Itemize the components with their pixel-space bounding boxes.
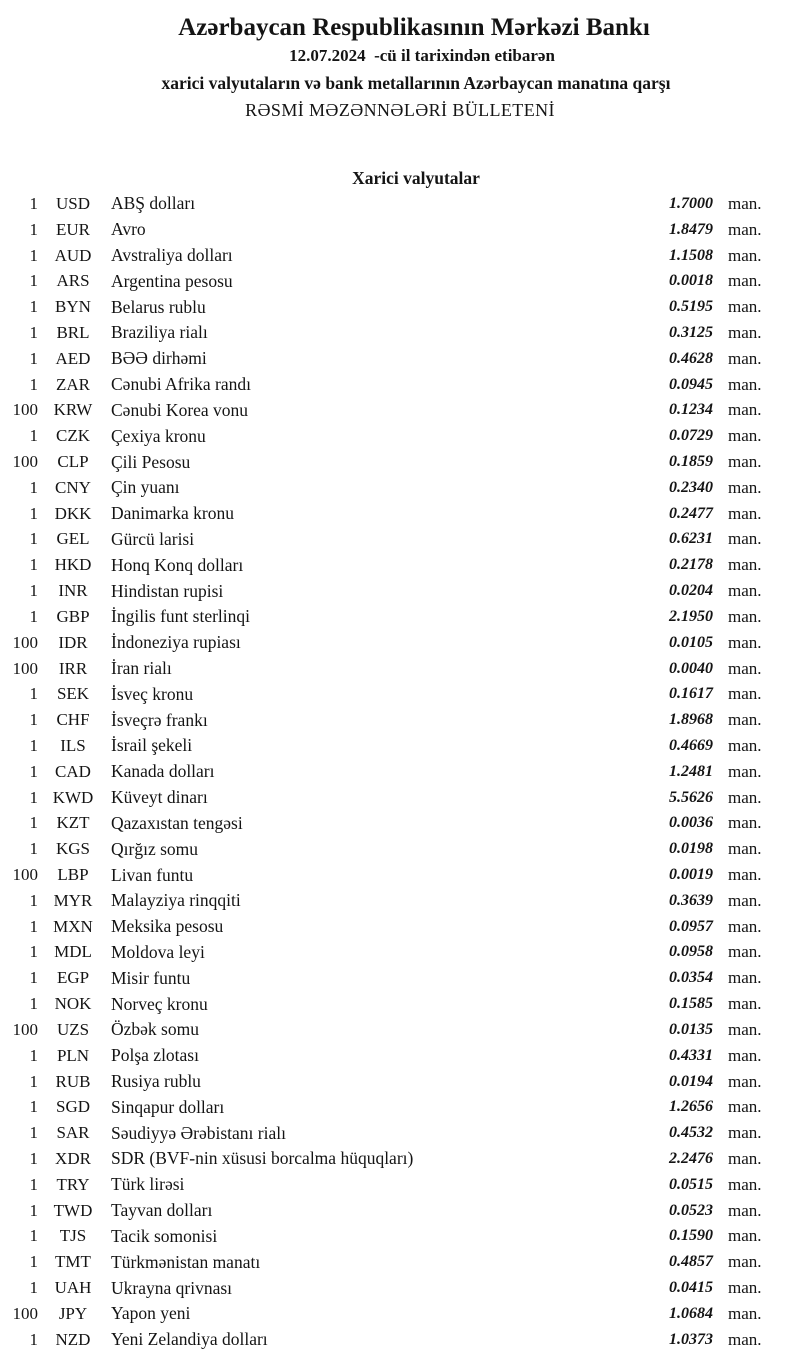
currency-code: TJS [59,1226,87,1246]
currency-quantity: 1 [29,1329,38,1349]
currency-rate: 2.2476 [669,1149,713,1167]
currency-row [0,1172,770,1198]
currency-row [0,268,770,294]
currency-row [0,191,770,217]
currency-row [0,320,770,346]
currency-row [0,294,770,320]
currency-quantity: 1 [29,193,38,213]
currency-row [0,475,770,501]
currency-rate: 0.0194 [669,1072,713,1090]
currency-code: CZK [56,426,90,446]
currency-quantity: 1 [29,787,38,807]
currency-name: Cənubi Korea vonu [111,399,249,420]
currency-code: USD [55,193,90,213]
currency-code: MYR [53,890,93,910]
currency-quantity: 100 [12,865,38,885]
currency-row [0,862,770,888]
currency-rate: 1.8479 [669,220,713,238]
page-title: Azərbaycan Respublikasının Mərkəzi Bankı [178,14,650,41]
currency-quantity: 1 [29,348,38,368]
currency-rate: 0.3639 [669,891,713,909]
currency-unit: man. [728,865,762,885]
currency-row [0,423,770,449]
currency-row [0,1043,770,1069]
currency-rate: 0.1590 [669,1227,713,1245]
currency-name: Özbək somu [111,1019,199,1040]
currency-code: HKD [54,555,92,575]
currency-code: CAD [55,761,91,781]
currency-rate: 0.0036 [669,814,713,832]
currency-code: TMT [55,1252,91,1272]
currency-rate: 0.4628 [669,349,713,367]
currency-name: Çili Pesosu [111,451,191,472]
currency-unit: man. [728,890,762,910]
currency-quantity: 1 [29,1200,38,1220]
currency-name: İndoneziya rupiası [111,632,241,653]
currency-name: Livan funtu [111,864,194,885]
currency-code: NOK [54,994,92,1014]
currency-rate: 0.0415 [669,1279,713,1297]
currency-quantity: 1 [29,1097,38,1117]
currency-unit: man. [728,761,762,781]
currency-quantity: 1 [29,1071,38,1091]
currency-name: BƏƏ dirhəmi [111,348,207,369]
currency-rate: 0.0354 [669,969,713,987]
bulletin-name-line: RƏSMİ MƏZƏNNƏLƏRİ BÜLLETENİ [245,100,555,120]
currency-table [0,191,770,1353]
currency-name: Tayvan dolları [111,1200,213,1221]
currency-name: Rusiya rublu [111,1071,201,1092]
currency-row [0,217,770,243]
currency-quantity: 1 [29,684,38,704]
currency-code: TRY [56,1174,90,1194]
currency-name: İngilis funt sterlinqi [111,606,251,627]
currency-code: EUR [56,219,90,239]
currency-unit: man. [728,787,762,807]
currency-row [0,449,770,475]
subtitle-scope-line: xarici valyutaların və bank metallarının Azərbaycan manatına qarşı [161,73,671,93]
currency-unit: man. [728,658,762,678]
currency-row [0,759,770,785]
section-title-foreign-currencies: Xarici valyutalar [352,168,480,188]
currency-quantity: 100 [12,1303,38,1323]
currency-code: PLN [56,1045,90,1065]
currency-rate: 0.5195 [669,298,713,316]
currency-code: RUB [55,1071,91,1091]
currency-unit: man. [728,348,762,368]
currency-unit: man. [728,271,762,291]
currency-name: Honq Konq dolları [111,554,244,575]
currency-row [0,1017,770,1043]
currency-rate: 0.0523 [669,1201,713,1219]
currency-quantity: 1 [29,219,38,239]
currency-name: Çin yuanı [111,477,180,498]
currency-rate: 0.0515 [669,1175,713,1193]
currency-quantity: 1 [29,271,38,291]
currency-unit: man. [728,193,762,213]
currency-unit: man. [728,942,762,962]
currency-quantity: 1 [29,1148,38,1168]
currency-quantity: 1 [29,761,38,781]
currency-unit: man. [728,581,762,601]
currency-rate: 0.1585 [669,995,713,1013]
currency-name: Kanada dolları [111,761,215,782]
currency-quantity: 1 [29,994,38,1014]
currency-code: BYN [55,297,91,317]
currency-unit: man. [728,735,762,755]
currency-row [0,552,770,578]
currency-row [0,1275,770,1301]
currency-rate: 0.0040 [669,659,713,677]
currency-quantity: 1 [29,581,38,601]
currency-code: LBP [57,865,89,885]
currency-rate: 0.0958 [669,943,713,961]
effective-date-line: 12.07.2024 -cü il tarixindən etibarən [289,46,555,65]
currency-unit: man. [728,839,762,859]
currency-name: İran rialı [111,658,172,679]
currency-code: SEK [56,684,90,704]
currency-row [0,707,770,733]
currency-quantity: 1 [29,374,38,394]
currency-name: Meksika pesosu [111,916,224,937]
currency-name: Türk lirəsi [111,1174,185,1195]
currency-unit: man. [728,916,762,936]
currency-quantity: 1 [29,710,38,730]
currency-name: Tacik somonisi [111,1225,218,1246]
currency-quantity: 100 [12,452,38,472]
currency-rate: 0.2178 [669,556,713,574]
currency-unit: man. [728,1174,762,1194]
currency-unit: man. [728,219,762,239]
currency-name: Türkmənistan manatı [111,1251,261,1272]
currency-unit: man. [728,606,762,626]
currency-name: Cənubi Afrika randı [111,374,251,395]
currency-quantity: 1 [29,1174,38,1194]
currency-code: UZS [56,1019,90,1039]
currency-unit: man. [728,1148,762,1168]
currency-quantity: 100 [12,400,38,420]
currency-row [0,733,770,759]
currency-row [0,785,770,811]
currency-rate: 1.2481 [669,762,713,780]
currency-name: Argentina pesosu [111,270,233,291]
currency-row [0,1094,770,1120]
currency-quantity: 1 [29,968,38,988]
currency-row [0,940,770,966]
currency-quantity: 1 [29,1123,38,1143]
currency-unit: man. [728,1252,762,1272]
currency-row [0,1198,770,1224]
currency-rate: 0.0204 [669,582,713,600]
currency-name: Avro [111,219,146,240]
currency-name: İsveç kronu [111,683,194,704]
currency-row [0,604,770,630]
currency-rate: 1.1508 [669,246,713,264]
currency-rate: 1.0373 [669,1330,713,1348]
currency-code: XDR [55,1148,91,1168]
currency-name: Danimarka kronu [111,503,234,524]
currency-quantity: 1 [29,1226,38,1246]
currency-unit: man. [728,1123,762,1143]
currency-rate: 0.1617 [669,685,713,703]
currency-rate: 0.0135 [669,1020,713,1038]
currency-rate: 0.0945 [669,375,713,393]
currency-row [0,914,770,940]
currency-code: SAR [56,1123,90,1143]
currency-code: MXN [53,916,93,936]
currency-quantity: 1 [29,1045,38,1065]
currency-code: CHF [56,710,90,730]
currency-rate: 0.0729 [669,427,713,445]
currency-rate: 0.4532 [669,1124,713,1142]
currency-code: TWD [53,1200,93,1220]
currency-quantity: 1 [29,322,38,342]
currency-row [0,811,770,837]
currency-rate: 1.7000 [669,194,713,212]
currency-name: Sinqapur dolları [111,1096,225,1117]
currency-unit: man. [728,503,762,523]
currency-unit: man. [728,1329,762,1349]
currency-rate: 0.4669 [669,736,713,754]
currency-rate: 2.1950 [669,607,713,625]
currency-unit: man. [728,297,762,317]
currency-unit: man. [728,245,762,265]
currency-code: SGD [55,1097,90,1117]
currency-code: MDL [54,942,92,962]
currency-unit: man. [728,1019,762,1039]
currency-row [0,243,770,269]
currency-code: IDR [58,632,88,652]
currency-quantity: 1 [29,1278,38,1298]
currency-name: Səudiyyə Ərəbistanı rialı [111,1122,286,1143]
currency-code: BRL [56,322,90,342]
currency-rate: 0.3125 [669,323,713,341]
currency-code: ARS [56,271,90,291]
currency-rate: 0.1859 [669,453,713,471]
currency-unit: man. [728,684,762,704]
currency-row [0,656,770,682]
currency-name: Norveç kronu [111,993,208,1014]
currency-name: Braziliya rialı [111,322,208,343]
currency-row [0,1069,770,1095]
currency-code: KZT [56,813,90,833]
currency-unit: man. [728,426,762,446]
currency-name: Polşa zlotası [111,1045,199,1066]
currency-unit: man. [728,1071,762,1091]
currency-row [0,346,770,372]
currency-row [0,630,770,656]
currency-name: Hindistan rupisi [111,580,224,601]
currency-name: Qazaxıstan tengəsi [111,812,243,833]
currency-row [0,965,770,991]
currency-name: Küveyt dinarı [111,787,208,808]
currency-quantity: 1 [29,529,38,549]
currency-rate: 0.0105 [669,633,713,651]
currency-code: DKK [54,503,92,523]
currency-code: KWD [52,787,94,807]
currency-name: ABŞ dolları [111,193,196,214]
currency-name: Qırğız somu [111,838,199,859]
currency-unit: man. [728,452,762,472]
currency-row [0,1224,770,1250]
currency-name: Çexiya kronu [111,425,206,446]
currency-unit: man. [728,374,762,394]
currency-unit: man. [728,1278,762,1298]
currency-unit: man. [728,1226,762,1246]
currency-quantity: 100 [12,632,38,652]
currency-rate: 0.4857 [669,1253,713,1271]
currency-unit: man. [728,529,762,549]
currency-quantity: 1 [29,735,38,755]
currency-unit: man. [728,477,762,497]
currency-code: ILS [60,735,86,755]
currency-quantity: 1 [29,813,38,833]
currency-code: ZAR [56,374,90,394]
currency-name: Ukrayna qrivnası [111,1277,233,1298]
currency-name: Malayziya rinqqiti [111,890,241,911]
currency-quantity: 1 [29,477,38,497]
currency-row [0,527,770,553]
currency-unit: man. [728,968,762,988]
currency-code: UAH [54,1278,92,1298]
currency-rate: 0.1234 [669,401,713,419]
currency-rate: 0.0019 [669,866,713,884]
currency-unit: man. [728,400,762,420]
currency-unit: man. [728,632,762,652]
currency-row [0,372,770,398]
currency-name: Misir funtu [111,967,191,988]
currency-quantity: 1 [29,503,38,523]
currency-name: Yeni Zelandiya dolları [111,1329,268,1350]
currency-quantity: 100 [12,658,38,678]
currency-rate: 1.2656 [669,1098,713,1116]
currency-row [0,1120,770,1146]
currency-code: CLP [57,452,89,472]
currency-name: İsrail şekeli [111,735,193,756]
currency-rate: 0.4331 [669,1046,713,1064]
currency-row [0,1301,770,1327]
currency-name: Moldova leyi [111,941,205,962]
currency-quantity: 1 [29,1252,38,1272]
currency-unit: man. [728,813,762,833]
currency-name: Gürcü larisi [111,528,195,549]
currency-rate: 5.5626 [669,788,713,806]
currency-quantity: 100 [12,1019,38,1039]
currency-quantity: 1 [29,942,38,962]
currency-code: GEL [56,529,90,549]
currency-name: Avstraliya dolları [111,245,233,266]
currency-code: EGP [56,968,90,988]
currency-code: GBP [56,606,90,626]
currency-rate: 0.6231 [669,530,713,548]
currency-name: SDR (BVF-nin xüsusi borcalma hüquqları) [111,1148,414,1169]
currency-rate: 0.0957 [669,917,713,935]
currency-unit: man. [728,1097,762,1117]
currency-code: INR [58,581,88,601]
currency-row [0,1146,770,1172]
currency-unit: man. [728,555,762,575]
currency-unit: man. [728,1200,762,1220]
currency-code: IRR [58,658,88,678]
currency-row [0,501,770,527]
currency-rate: 1.0684 [669,1304,713,1322]
currency-code: AUD [54,245,92,265]
currency-row [0,888,770,914]
currency-code: AED [55,348,91,368]
currency-row [0,398,770,424]
currency-rate: 0.2477 [669,504,713,522]
currency-unit: man. [728,994,762,1014]
currency-quantity: 1 [29,426,38,446]
currency-code: CNY [55,477,91,497]
currency-quantity: 1 [29,555,38,575]
currency-row [0,1249,770,1275]
currency-code: KGS [55,839,90,859]
currency-row [0,1327,770,1353]
currency-rate: 1.8968 [669,711,713,729]
currency-unit: man. [728,1303,762,1323]
currency-rate: 0.2340 [669,478,713,496]
currency-unit: man. [728,322,762,342]
currency-quantity: 1 [29,916,38,936]
currency-rate: 0.0198 [669,840,713,858]
currency-row [0,578,770,604]
currency-quantity: 1 [29,606,38,626]
currency-code: KRW [53,400,93,420]
currency-name: Yapon yeni [111,1303,191,1324]
currency-code: NZD [55,1329,91,1349]
currency-row [0,836,770,862]
currency-quantity: 1 [29,245,38,265]
currency-quantity: 1 [29,890,38,910]
currency-name: İsveçrə frankı [111,709,208,730]
bulletin-header [0,0,800,124]
currency-row [0,681,770,707]
currency-row [0,991,770,1017]
currency-code: JPY [58,1303,88,1323]
currency-unit: man. [728,710,762,730]
currency-quantity: 1 [29,839,38,859]
currency-name: Belarus rublu [111,296,206,317]
currency-quantity: 1 [29,297,38,317]
currency-rate: 0.0018 [669,272,713,290]
currency-unit: man. [728,1045,762,1065]
